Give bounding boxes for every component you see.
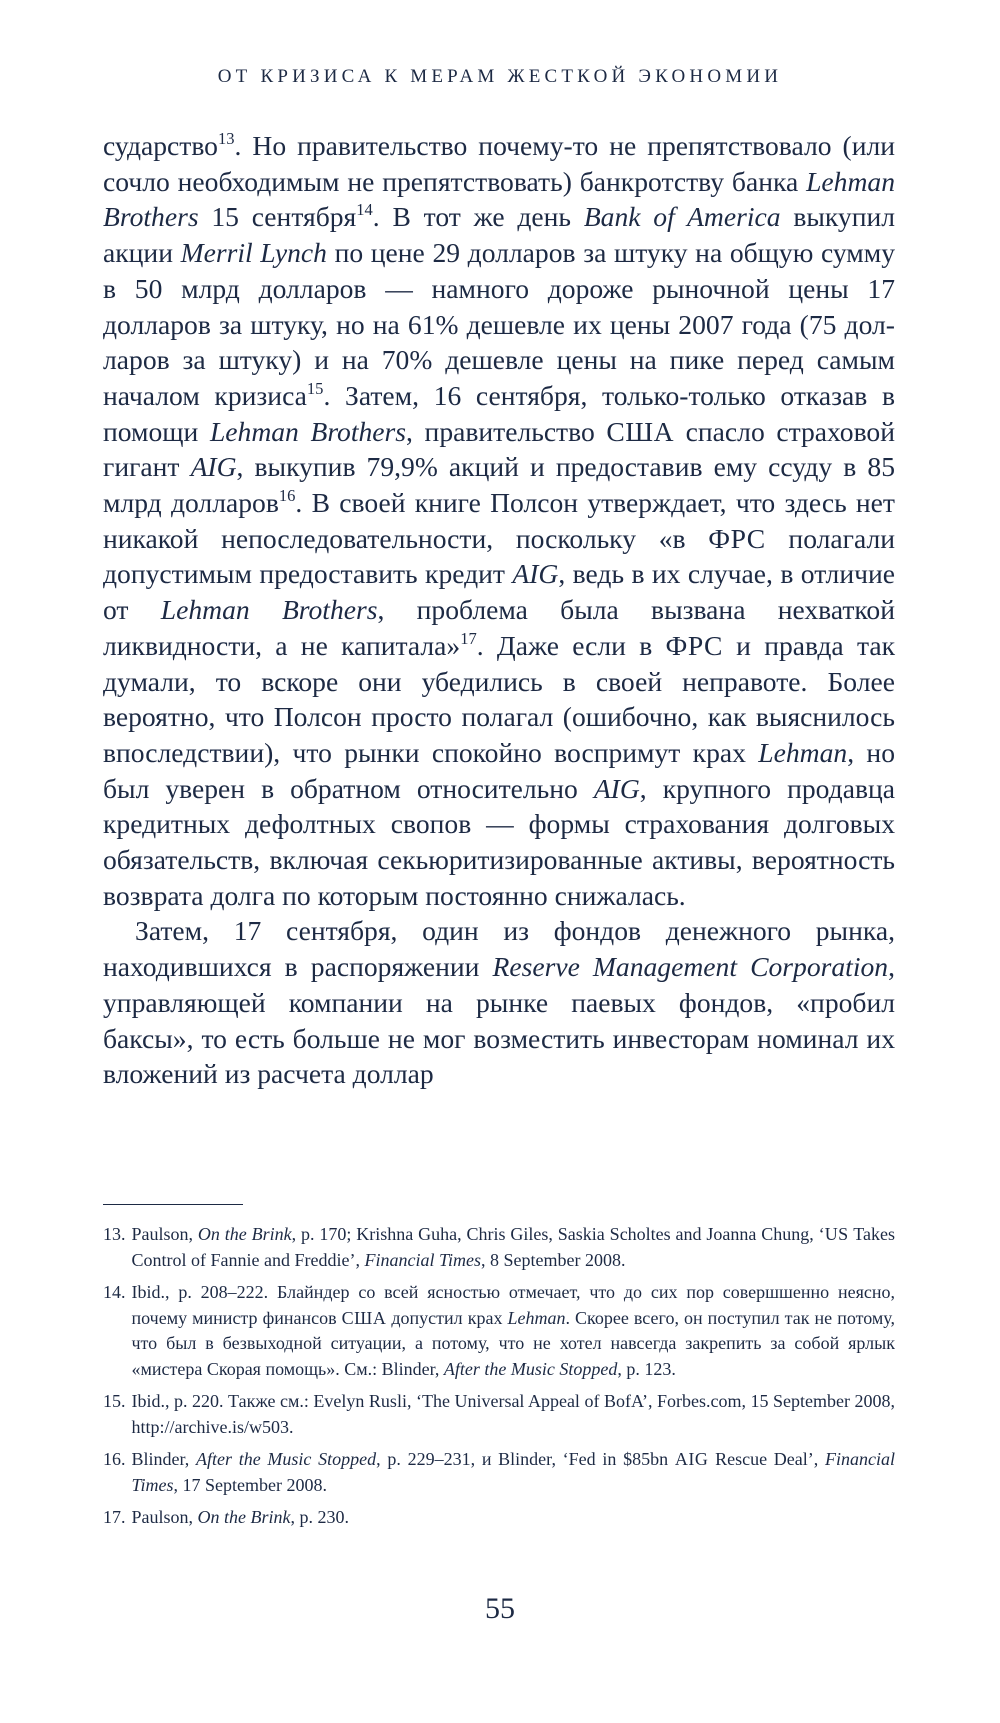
- italic-run: Lehman: [507, 1307, 566, 1328]
- italic-run: After the Music Stopped: [443, 1358, 618, 1379]
- running-head: ОТ КРИЗИСА К МЕРАМ ЖЕСТКОЙ ЭКОНОМИИ: [217, 66, 783, 87]
- text-run: , проблема была вызвана нехваткой ликвидности, а не капитала»: [103, 594, 895, 661]
- footnote: [103, 1505, 895, 1531]
- footnote-number: 17.: [103, 1507, 126, 1527]
- footnote: [103, 1222, 895, 1273]
- footnote: [103, 1280, 895, 1382]
- text-run: , правительство: [406, 415, 607, 447]
- text-run: по цене 29 долларов за штуку на общую сумму в 50 млрд долларов — намного дороже рыночной цены 17 долларов за штуку, но на 61% дешевле их цены 2007 года (75 долларов за штуку) и на 70% дешевле цены на пике перед самым началом кризиса: [103, 237, 896, 411]
- italic-run: Financial Times: [364, 1249, 481, 1270]
- text-run: , крупного продавца кредитных дефолтных свопов — формы страхования долговых обязательств, включая секьюритизированные активы, вероятность возврата долга по которым постоянно снижалась.: [103, 772, 895, 911]
- italic-run: On the Brink: [197, 1224, 292, 1244]
- italic-run: Lehman Brothers: [160, 594, 378, 626]
- smallcaps-run: США: [341, 1307, 387, 1328]
- footnote: [103, 1447, 895, 1498]
- text-run: . В тот же день: [372, 201, 584, 233]
- text-run: Затем, 17 сентября, один из фондов денежного рынка, находившихся в распоряжении: [103, 915, 895, 983]
- smallcaps-run: US: [824, 1224, 849, 1244]
- text-run: и правда так думали, то вскоре они убедились в своей неправоте. Более вероятно, что Полсон просто полагал (ошибочно, как выяснилось впоследствии), что рынки спокойно воспримут крах: [103, 629, 895, 768]
- footnote-number: 14.: [103, 1282, 126, 1302]
- italic-run: AIG: [190, 451, 237, 483]
- text-run: допустил крах: [386, 1307, 508, 1328]
- smallcaps-run: ФРС: [665, 629, 723, 661]
- text-run: , p. 123.: [617, 1358, 676, 1379]
- italic-run: Merril Lynch: [180, 237, 327, 269]
- footnote-number: 16.: [103, 1449, 126, 1469]
- italic-run: Reserve Management Corporation: [492, 951, 889, 983]
- text-run: , p. 170; Krishna Guha, Chris Giles, Saskia Scholtes and Joanna Chung, ‘: [291, 1224, 825, 1244]
- text-run: выкупил акции: [103, 201, 896, 269]
- footnote-number: 15.: [103, 1391, 126, 1411]
- text-run: , управляющей компании на рынке паевых фондов, «пробил баксы», то есть больше не мог возместить инвесторам номинал их вложений из расчета доллар: [103, 951, 895, 1090]
- paragraph: [103, 913, 895, 1092]
- footnote-text: [132, 1505, 896, 1531]
- footnotes: [103, 1222, 895, 1538]
- footnote-text: [132, 1222, 896, 1273]
- text-run: . Но правительство почему-то не препятствовало (или сочло необходимым не препятствовать) банкротству банка: [103, 130, 895, 197]
- italic-run: AIG: [593, 772, 640, 804]
- body-text: [103, 128, 895, 1092]
- text-run: полагали допустимым предоставить кредит: [103, 522, 895, 590]
- italic-run: Lehman: [758, 736, 848, 768]
- footnote-text: [132, 1447, 896, 1498]
- text-run: . Даже если в: [476, 629, 666, 661]
- footnote-ref: 15: [306, 378, 324, 398]
- italic-run: AIG: [512, 558, 559, 590]
- text-run: , выкупив 79,9% акций и предоставив ему ссуду в 85 млрд долларов: [103, 451, 895, 519]
- smallcaps-run: ФРС: [708, 522, 766, 554]
- text-run: , p. 229–231, и Blinder, ‘Fed in $85bn: [376, 1449, 675, 1469]
- text-run: , но был уверен в обратном относительно: [103, 736, 895, 804]
- italic-run: After the Music Stopped: [196, 1449, 377, 1469]
- text-run: Paulson,: [131, 1507, 198, 1527]
- text-run: сударство: [103, 130, 218, 161]
- footnote: [103, 1389, 895, 1440]
- footnote-ref: 13: [217, 129, 235, 148]
- text-run: , ведь в их случае, в отличие от: [103, 558, 895, 626]
- italic-run: Financial Times: [131, 1449, 895, 1495]
- text-run: Takes Control of Fannie and Freddie’,: [131, 1224, 895, 1270]
- footnote-ref: 17: [460, 628, 477, 648]
- footnote-divider: [103, 1204, 243, 1205]
- text-run: . В своей книге Полсон утверждает, что здесь нет никакой непоследовательности, поскольку «в: [103, 487, 895, 554]
- text-run: , 8 September 2008.: [480, 1249, 626, 1270]
- italic-run: On the Brink: [197, 1507, 291, 1527]
- text-run: . Затем, 16 сентября, только-только отказав в помощи: [103, 379, 895, 447]
- text-run: Paulson,: [131, 1224, 198, 1244]
- text-run: Ibid., p. 208–222. Блайндер со всей ясностью отмечает, что до сих пор совершшенно неясно, почему министр финансов: [131, 1282, 895, 1328]
- text-run: 15 сентября: [198, 201, 357, 233]
- smallcaps-run: AIG: [674, 1449, 709, 1469]
- text-run: . Скорее всего, он поступил так не потому, что был в безвыходной ситуации, а потому, что не хотел навсегда закрепить за собой ярлык «мистера Скорая помощь». См.: Blinder,: [131, 1307, 895, 1379]
- italic-run: Lehman Brothers: [209, 415, 407, 447]
- footnote-ref: 16: [278, 486, 296, 506]
- text-run: Blinder,: [131, 1449, 196, 1469]
- italic-run: Lehman Brothers: [103, 165, 895, 233]
- text-run: спасло страховой гигант: [103, 415, 895, 483]
- text-run: , 17 September 2008.: [173, 1474, 327, 1495]
- italic-run: Bank of America: [583, 201, 781, 233]
- text-run: , p. 230.: [290, 1507, 349, 1527]
- text-run: Rescue Deal’,: [708, 1449, 825, 1469]
- footnote-text: [132, 1389, 896, 1440]
- footnote-ref: 14: [356, 200, 373, 220]
- page-number: 55: [485, 1592, 515, 1625]
- paragraph: [103, 128, 895, 913]
- smallcaps-run: США: [606, 415, 675, 447]
- footnote-number: 13.: [103, 1224, 126, 1244]
- text-run: Ibid., p. 220. Также см.: Evelyn Rusli, ‘The Universal Appeal of BofA’, Forbes.com, 15 September 2008, http://archive.is/w503.: [131, 1391, 895, 1437]
- footnote-text: [132, 1280, 896, 1382]
